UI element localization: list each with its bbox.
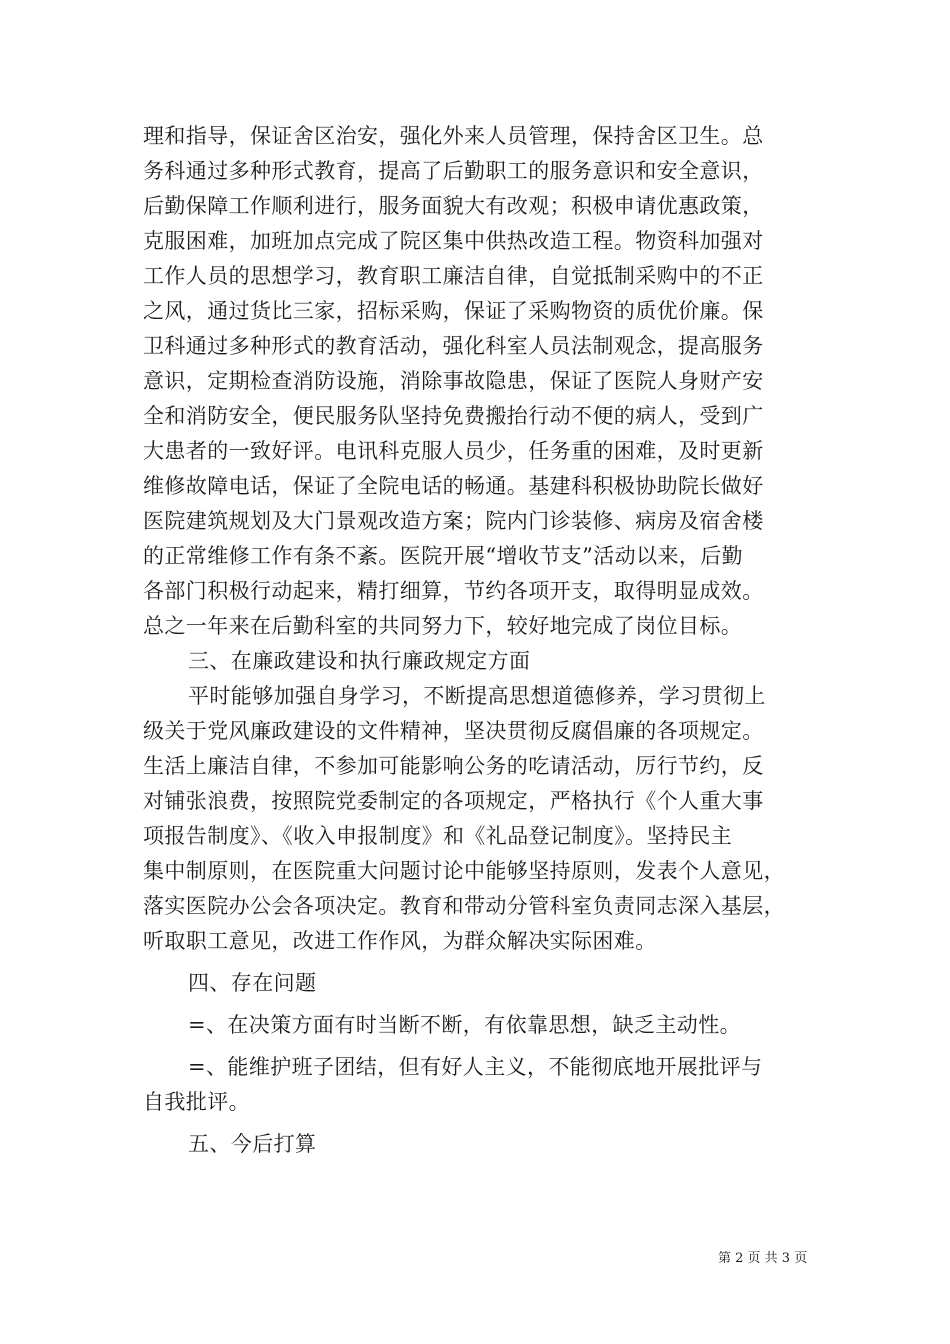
body-line: 对铺张浪费，按照院党委制定的各项规定，严格执行《个人重大事 [143,789,764,813]
page-number: 第 2 页 共 3 页 [718,1251,808,1266]
body-line: 理和指导，保证舍区治安，强化外来人员管理，保持舍区卫生。总 [143,124,764,148]
body-line: 落实医院办公会各项决定。教育和带动分管科室负责同志深入基层， [143,894,785,918]
body-line: 工作人员的思想学习，教育职工廉洁自律，自觉抵制采购中的不正 [143,264,764,288]
body-line: 项报告制度》、《收入申报制度》和《礼品登记制度》。坚持民主 [143,824,733,848]
body-line: 听取职工意见，改进工作作风，为群众解决实际困难。 [143,929,657,953]
list-item: =、在决策方面有时当断不断，有依靠思想，缺乏主动性。 [188,1013,741,1037]
body-line: 医院建筑规划及大门景观改造方案；院内门诊装修、病房及宿舍楼 [143,509,764,533]
body-line: 意识，定期检查消防设施，消除事故隐患，保证了医院人身财产安 [143,369,764,393]
body-line: 卫科通过多种形式的教育活动，强化科室人员法制观念，提高服务 [143,334,764,358]
document-body [143,119,813,1162]
body-line: 平时能够加强自身学习，不断提高思想道德修养，学习贯彻上 [188,684,766,708]
body-line: 全和消防安全，便民服务队坚持免费搬抬行动不便的病人，受到广 [143,404,764,428]
body-line: 后勤保障工作顺利进行，服务面貌大有改观；积极申请优惠政策， [143,194,764,218]
body-line: 自我批评。 [143,1090,250,1114]
body-line: 各部门积极行动起来，精打细算，节约各项开支，取得明显成效。 [143,579,764,603]
body-line: 大患者的一致好评。电讯科克服人员少，任务重的困难，及时更新 [143,439,764,463]
body-line: 维修故障电话，保证了全院电话的畅通。基建科积极协助院长做好 [143,474,764,498]
body-line: 克服困难，加班加点完成了院区集中供热改造工程。物资科加强对 [143,229,764,253]
body-line: 务科通过多种形式教育，提高了后勤职工的服务意识和安全意识， [143,159,764,183]
section-heading-plans: 五、今后打算 [188,1132,317,1156]
body-line: 之风，通过货比三家，招标采购，保证了采购物资的质优价廉。保 [143,299,764,323]
body-line: 的正常维修工作有条不紊。医院开展“增收节支”活动以来，后勤 [143,544,744,568]
body-line: 生活上廉洁自律，不参加可能影响公务的吃请活动，厉行节约，反 [143,754,764,778]
body-line: 集中制原则，在医院重大问题讨论中能够坚持原则，发表个人意见， [143,859,785,883]
section-heading-integrity: 三、在廉政建设和执行廉政规定方面 [188,649,531,673]
list-item: =、能维护班子团结，但有好人主义，不能彻底地开展批评与 [188,1055,763,1079]
body-line: 总之一年来在后勤科室的共同努力下，较好地完成了岗位目标。 [143,614,743,638]
body-line: 级关于党风廉政建设的文件精神，坚决贯彻反腐倡廉的各项规定。 [143,719,764,743]
section-heading-problems: 四、存在问题 [188,971,317,995]
